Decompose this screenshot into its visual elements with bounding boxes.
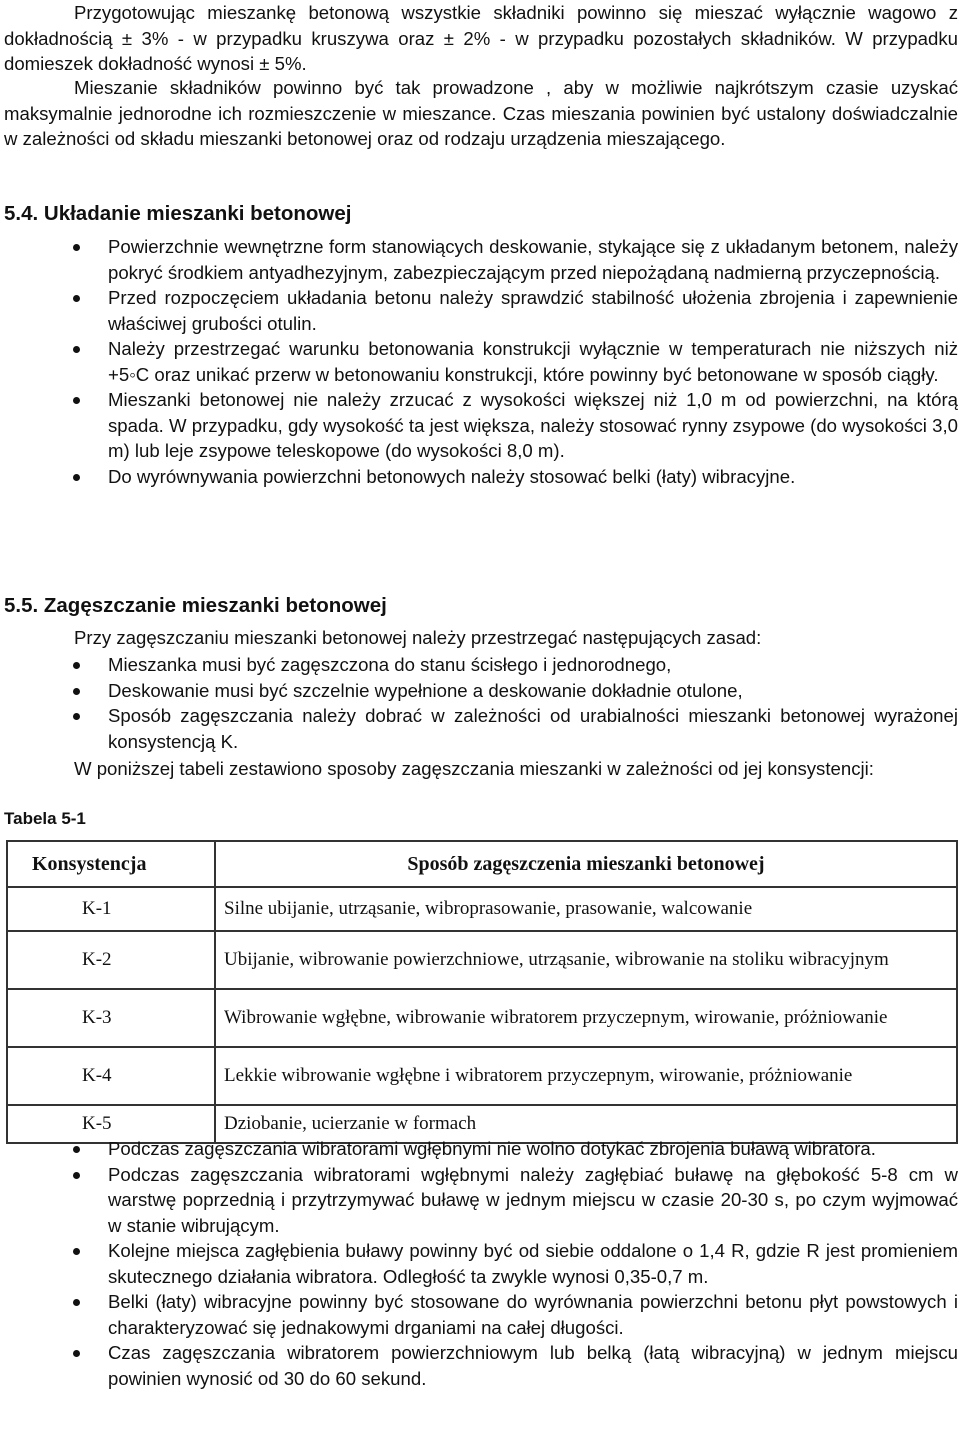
bullet-icon bbox=[73, 397, 80, 404]
bullet-icon bbox=[73, 1299, 80, 1306]
section-5-4-heading: 5.4. Układanie mieszanki betonowej bbox=[4, 202, 352, 225]
list-item: Mieszanka musi być zagęszczona do stanu ścisłego i jednorodnego, bbox=[4, 652, 958, 678]
method-cell: Wibrowanie wgłębne, wibrowanie wibratorem przyczepnym, wirowanie, próżniowanie bbox=[215, 989, 957, 1047]
table-caption: Tabela 5-1 bbox=[4, 809, 86, 828]
column-header-method: Sposób zagęszczenia mieszanki betonowej bbox=[215, 841, 957, 887]
bullet-icon bbox=[73, 1350, 80, 1357]
consistency-cell: K-2 bbox=[7, 931, 215, 989]
section-5-5-list bbox=[4, 652, 958, 754]
list-item: Do wyrównywania powierzchni betonowych należy stosować belki (łaty) wibracyjne. bbox=[4, 464, 958, 490]
section-5-5-heading: 5.5. Zagęszczanie mieszanki betonowej bbox=[4, 594, 387, 617]
list-item: Podczas zagęszczania wibratorami wgłębnymi należy zagłębiać buławę na głębokość 5-8 cm w warstwę poprzednią i przytrzymywać buławę w jednym miejscu w czasie 20-30 s, po czym wyjmować w stanie wibrującym. bbox=[4, 1162, 958, 1239]
list-item: Czas zagęszczania wibratorem powierzchniowym lub belką (łatą wibracyjną) w jednym miejscu powinien wynosić od 30 do 60 sekund. bbox=[4, 1340, 958, 1391]
method-cell: Dziobanie, ucierzanie w formach bbox=[215, 1105, 957, 1143]
bullet-icon bbox=[73, 295, 80, 302]
list-item: Przed rozpoczęciem układania betonu należy sprawdzić stabilność ułożenia zbrojenia i zapewnienie właściwej grubości otulin. bbox=[4, 285, 958, 336]
consistency-cell: K-1 bbox=[7, 887, 215, 931]
consistency-cell: K-5 bbox=[7, 1105, 215, 1143]
table-row bbox=[7, 887, 957, 931]
table-intro-paragraph: W poniższej tabeli zestawiono sposoby zagęszczania mieszanki w zależności od jej konsystencji: bbox=[74, 758, 874, 779]
bullet-icon bbox=[73, 1172, 80, 1179]
bullet-icon bbox=[73, 346, 80, 353]
table-row bbox=[7, 931, 957, 989]
bullet-icon bbox=[73, 688, 80, 695]
consistency-cell: K-4 bbox=[7, 1047, 215, 1105]
consistency-cell: K-3 bbox=[7, 989, 215, 1047]
list-item: Kolejne miejsca zagłębienia buławy powinny być od siebie oddalone o 1,4 R, gdzie R jest promieniem skutecznego działania wibratora. Odległość ta zwykle wynosi 0,35-0,7 m. bbox=[4, 1238, 958, 1289]
section-5-5-list-after-table bbox=[4, 1136, 958, 1391]
bullet-icon bbox=[73, 1248, 80, 1255]
list-item: Mieszanki betonowej nie należy zrzucać z wysokości większej niż 1,0 m od powierzchni, na którą spada. W przypadku, gdy wysokość ta jest większa, należy stosować rynny zsypowe (do wysokości 3,0 m) lub leje zsypowe teleskopowe (do wysokości 8,0 m). bbox=[4, 387, 958, 464]
list-item: Sposób zagęszczania należy dobrać w zależności od urabialności mieszanki betonowej wyrażonej konsystencją K. bbox=[4, 703, 958, 754]
method-cell: Ubijanie, wibrowanie powierzchniowe, utrząsanie, wibrowanie na stoliku wibracyjnym bbox=[215, 931, 957, 989]
table-row bbox=[7, 1047, 957, 1105]
list-item: Należy przestrzegać warunku betonowania konstrukcji wyłącznie w temperaturach nie niższych niż +5◦C oraz unikać przerw w betonowaniu konstrukcji, które powinny być betonowane w sposób ciągły. bbox=[4, 336, 958, 387]
method-cell: Lekkie wibrowanie wgłębne i wibratorem przyczepnym, wirowanie, próżniowanie bbox=[215, 1047, 957, 1105]
intro-paragraph-2: Mieszanie składników powinno być tak prowadzone , aby w możliwie najkrótszym czasie uzyskać maksymalnie jednorodne ich rozmieszczenie w mieszance. Czas mieszania powinien być ustalony doświadczalnie w zależności od składu mieszanki betonowej oraz od rodzaju urządzenia mieszającego. bbox=[4, 77, 958, 149]
compaction-table bbox=[6, 840, 958, 1144]
section-5-4-list bbox=[4, 234, 958, 489]
list-item: Deskowanie musi być szczelnie wypełnione a deskowanie dokładnie otulone, bbox=[4, 678, 958, 704]
list-item: Belki (łaty) wibracyjne powinny być stosowane do wyrównania powierzchni betonu płyt powstowych i charakteryzować się jednakowymi drganiami na całej długości. bbox=[4, 1289, 958, 1340]
bullet-icon bbox=[73, 662, 80, 669]
table-row bbox=[7, 989, 957, 1047]
bullet-icon bbox=[73, 1146, 80, 1153]
list-item: Powierzchnie wewnętrzne form stanowiących deskowanie, stykające się z układanym betonem, należy pokryć środkiem antyadhezyjnym, zabezpieczającym przed niepożądaną nadmierną przyczepnością. bbox=[4, 234, 958, 285]
section-5-5-intro: Przy zagęszczaniu mieszanki betonowej należy przestrzegać następujących zasad: bbox=[74, 627, 762, 648]
bullet-icon bbox=[73, 244, 80, 251]
bullet-icon bbox=[73, 713, 80, 720]
intro-paragraph-1: Przygotowując mieszankę betonową wszystkie składniki powinno się mieszać wyłącznie wagowo z dokładnością ± 3% - w przypadku kruszywa oraz ± 2% - w przypadku pozostałych składników. W przypadku domieszek dokładność wynosi ± 5%. bbox=[4, 2, 958, 74]
bullet-icon bbox=[73, 474, 80, 481]
method-cell: Silne ubijanie, utrząsanie, wibroprasowanie, prasowanie, walcowanie bbox=[215, 887, 957, 931]
list-item: Podczas zagęszczania wibratorami wgłębnymi nie wolno dotykać zbrojenia buławą wibratora. bbox=[4, 1136, 958, 1162]
table-header-row bbox=[7, 841, 957, 887]
column-header-consistency: Konsystencja bbox=[7, 841, 215, 887]
